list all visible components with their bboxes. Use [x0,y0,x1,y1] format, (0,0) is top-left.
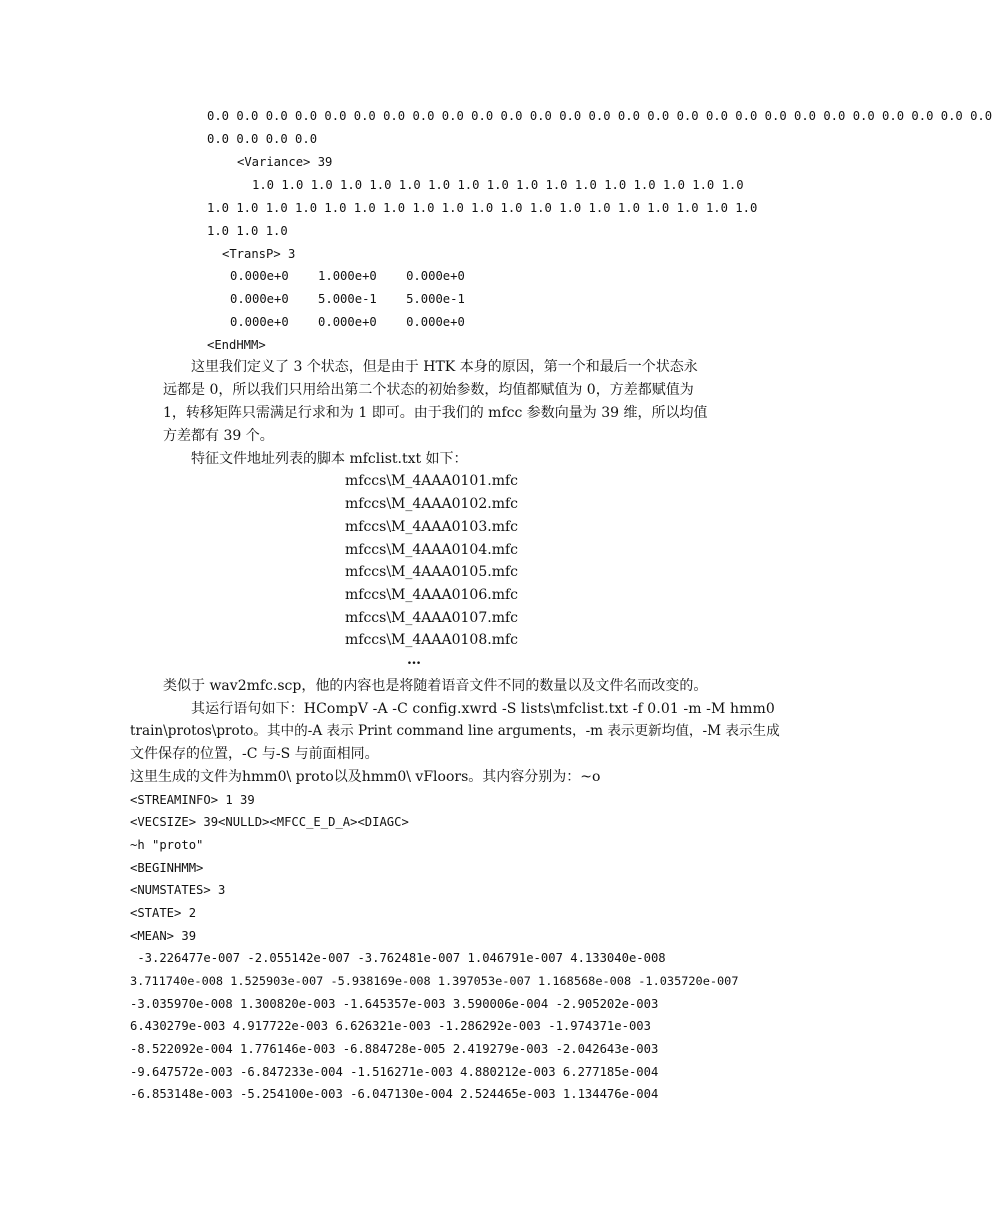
variance-values-line-2: 1.0 1.0 1.0 1.0 1.0 1.0 1.0 1.0 1.0 1.0 1.0 1.0 1.0 1.0 1.0 1.0 1.0 1.0 1.0 [207,201,758,215]
ellipsis: … [407,652,421,668]
mean-row: 3.711740e-008 1.525903e-007 -5.938169e-008 1.397053e-007 1.168568e-008 -1.035720e-007 [130,974,739,988]
transp-row-2: 0.000e+0 5.000e-1 5.000e-1 [230,292,465,306]
hmm-name-line: ~h "proto" [130,838,204,852]
mfclist-item: mfccs\M_4AAA0101.mfc [345,473,518,489]
transp-row-3: 0.000e+0 0.000e+0 0.000e+0 [230,315,465,329]
numstates-tag: <NUMSTATES> 3 [130,883,226,897]
mfclist-item: mfccs\M_4AAA0107.mfc [345,610,518,626]
streaminfo-tag: <STREAMINFO> 1 39 [130,793,255,807]
paragraph-1-line-2: 远都是 0，所以我们只用给出第二个状态的初始参数，均值都赋值为 0，方差都赋值为 [163,382,694,398]
vecsize-tag: <VECSIZE> 39<NULLD><MFCC_E_D_A><DIAGC> [130,815,409,829]
variance-tag: <Variance> 39 [237,155,333,169]
mfclist-intro: 特征文件地址列表的脚本 mfclist.txt 如下： [191,451,468,467]
mean-row: -9.647572e-003 -6.847233e-004 -1.516271e-003 4.880212e-003 6.277185e-004 [130,1065,659,1079]
mfclist-item: mfccs\M_4AAA0104.mfc [345,542,518,558]
paragraph-1-line-3: 1，转移矩阵只需满足行求和为 1 即可。由于我们的 mfcc 参数向量为 39 维，所以均值 [163,405,708,421]
mfclist-item: mfccs\M_4AAA0106.mfc [345,587,518,603]
mfclist-item: mfccs\M_4AAA0105.mfc [345,564,518,580]
mean-row: -3.035970e-008 1.300820e-003 -1.645357e-003 3.590006e-004 -2.905202e-003 [130,997,659,1011]
mean-row: 6.430279e-003 4.917722e-003 6.626321e-003 -1.286292e-003 -1.974371e-003 [130,1019,651,1033]
transp-row-1: 0.000e+0 1.000e+0 0.000e+0 [230,269,465,283]
mean-values-line-2: 0.0 0.0 0.0 0.0 [207,132,318,146]
mean-tag: <MEAN> 39 [130,929,197,943]
paragraph-2-line-2: train\protos\proto。其中的-A 表示 Print command line arguments，-m 表示更新均值，-M 表示生成 [130,723,780,739]
state-tag: <STATE> 2 [130,906,197,920]
mfclist-item: mfccs\M_4AAA0102.mfc [345,496,518,512]
mean-row: -3.226477e-007 -2.055142e-007 -3.762481e-007 1.046791e-007 4.133040e-008 [130,951,666,965]
endhmm-tag: <EndHMM> [207,338,266,352]
beginhmm-tag: <BEGINHMM> [130,861,204,875]
paragraph-1-line-1: 这里我们定义了 3 个状态，但是由于 HTK 本身的原因，第一个和最后一个状态永 [191,359,698,375]
generated-files-note: 这里生成的文件为hmm0\ proto以及hmm0\ vFloors。其内容分别为：~o [130,769,601,785]
mean-values-line-1: 0.0 0.0 0.0 0.0 0.0 0.0 0.0 0.0 0.0 0.0 0.0 0.0 0.0 0.0 0.0 0.0 0.0 0.0 0.0 0.0 0.0 0.0 0.0 0.0 0.0 0.0 0.0 [207,109,992,123]
similar-note: 类似于 wav2mfc.scp，他的内容也是将随着语音文件不同的数量以及文件名而改变的。 [163,678,708,694]
mean-row: -6.853148e-003 -5.254100e-003 -6.047130e-004 2.524465e-003 1.134476e-004 [130,1087,659,1101]
transp-tag: <TransP> 3 [222,247,296,261]
variance-values-line-3: 1.0 1.0 1.0 [207,224,288,238]
mean-row: -8.522092e-004 1.776146e-003 -6.884728e-005 2.419279e-003 -2.042643e-003 [130,1042,659,1056]
variance-values-line-1: 1.0 1.0 1.0 1.0 1.0 1.0 1.0 1.0 1.0 1.0 1.0 1.0 1.0 1.0 1.0 1.0 1.0 [252,178,744,192]
mfclist-item: mfccs\M_4AAA0103.mfc [345,519,518,535]
mfclist-item: mfccs\M_4AAA0108.mfc [345,632,518,648]
paragraph-1-line-4: 方差都有 39 个。 [163,428,274,444]
paragraph-2-line-1: 其运行语句如下：HCompV -A -C config.xwrd -S lists\mfclist.txt -f 0.01 -m -M hmm0 [191,701,775,717]
paragraph-2-line-3: 文件保存的位置，-C 与-S 与前面相同。 [130,746,379,762]
